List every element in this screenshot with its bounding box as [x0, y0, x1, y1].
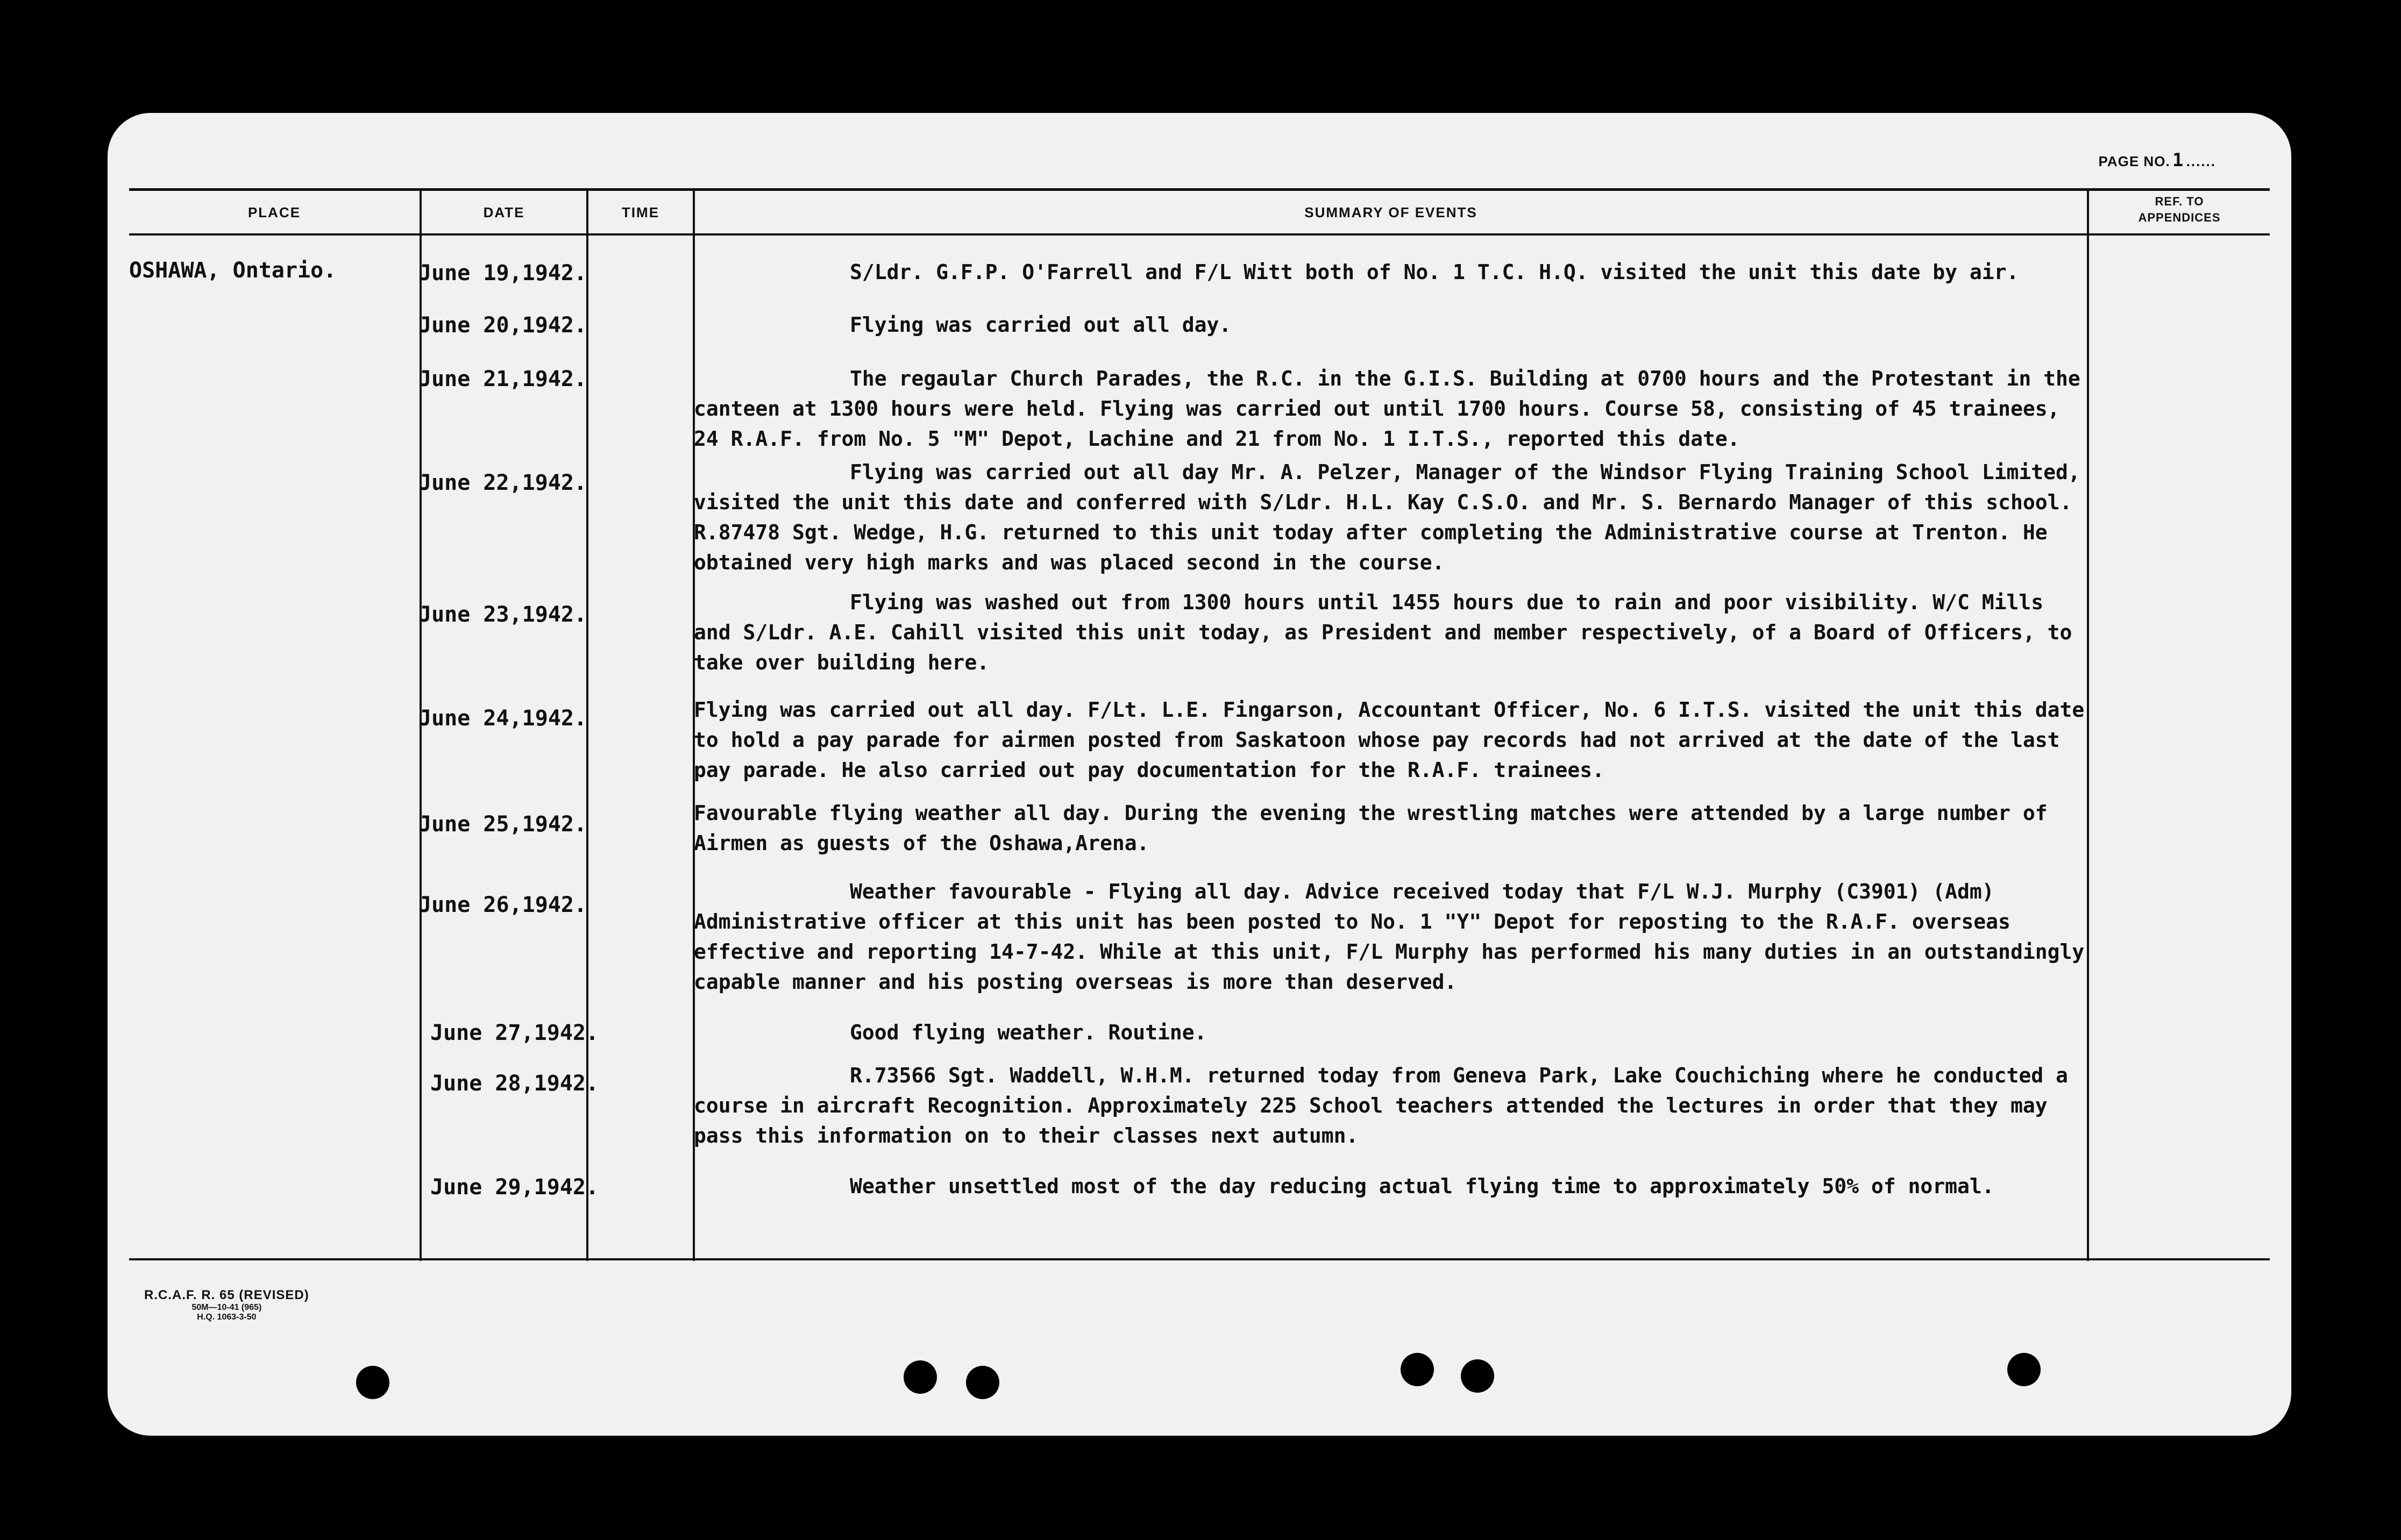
binder-hole: [966, 1366, 999, 1399]
page-number: [2098, 149, 2216, 171]
form-code-line1: R.C.A.F. R. 65 (REVISED): [144, 1288, 309, 1302]
page-number-label: PAGE NO.: [2098, 153, 2170, 169]
column-header-time: TIME: [621, 204, 660, 220]
binder-hole: [904, 1360, 937, 1394]
header-rule: [129, 233, 2270, 236]
diary-sheet: [108, 113, 2291, 1436]
entry-date: June 19,1942.: [418, 261, 587, 286]
entry-text: S/Ldr. G.F.P. O'Farrell and F/L Witt both of No. 1 T.C. H.Q. visited the unit this date by air.: [850, 260, 2019, 284]
entry-text: R.73566 Sgt. Waddell, W.H.M. returned today from Geneva Park, Lake Couchiching where he conducted a course in aircraft Recognition. Approximately 225 School teachers attended the lectures in order that they may pass this information on to their classes next autumn.: [694, 1064, 2068, 1147]
binder-hole: [356, 1366, 389, 1399]
column-header-ref-line1: REF. TO: [2155, 195, 2204, 208]
form-code-line3: H.Q. 1063-3-50: [197, 1313, 257, 1322]
column-header-place: PLACE: [247, 204, 301, 220]
entry-date: June 24,1942.: [418, 706, 587, 731]
entry-text: Favourable flying weather all day. During the evening the wrestling matches were attended by a large number of Airmen as guests of the Oshawa,Arena.: [694, 801, 2048, 855]
entry-text: Flying was washed out from 1300 hours until 1455 hours due to rain and poor visibility. W/C Mills and S/Ldr. A.E. Cahill visited this unit today, as President and member respectively, of a Board of Officers, to take over building here.: [694, 590, 2072, 674]
entry-text: Flying was carried out all day. F/Lt. L.E. Fingarson, Accountant Officer, No. 6 I.T.S. visited the unit this date to hold a pay parade for airmen posted from Saskatoon whose pay records had not arrived at the date of the last pay parade. He also carried out pay documentation for the R.A.F. trainees.: [694, 698, 2085, 782]
page-number-value: 1: [2172, 149, 2184, 171]
entry-date: June 29,1942.: [430, 1175, 599, 1200]
entry-date: June 20,1942.: [418, 313, 587, 338]
column-divider-summary-ref: [2087, 188, 2089, 1261]
entry-text: The regaular Church Parades, the R.C. in the G.I.S. Building at 0700 hours and the Protestant in the canteen at 1300 hours were held. Flying was carried out until 1700 hours. Course 58, consisting of 45 trainees, 24 R.A.F. from No. 5 "M" Depot, Lachine and 21 from No. 1 I.T.S., reported this date.: [694, 367, 2080, 451]
entry-date: June 21,1942.: [418, 367, 587, 391]
entry-date: June 27,1942.: [430, 1021, 599, 1045]
entry-date: June 22,1942.: [418, 470, 587, 495]
form-code: [144, 1288, 309, 1322]
entry-text: Weather unsettled most of the day reducing actual flying time to approximately 50% of normal.: [850, 1174, 1994, 1198]
entry-text: Flying was carried out all day.: [850, 313, 1232, 337]
binder-hole: [2007, 1353, 2041, 1386]
entry-text: Good flying weather. Routine.: [850, 1021, 1207, 1044]
entry-text: Flying was carried out all day Mr. A. Pelzer, Manager of the Windsor Flying Training School Limited, visited the unit this date and conferred with S/Ldr. H.L. Kay C.S.O. and Mr. S. Bernardo Manager of this school. R.87478 Sgt. Wedge, H.G. returned to this unit today after completing the Administrative course at Trenton. He obtained very high marks and was placed second in the course.: [694, 460, 2080, 574]
entry-date: June 28,1942.: [430, 1071, 599, 1096]
entry-date: June 23,1942.: [418, 602, 587, 627]
bottom-rule: [129, 1258, 2270, 1260]
entry-date: June 25,1942.: [418, 812, 587, 837]
entry-date: June 26,1942.: [418, 893, 587, 917]
column-header-ref: [2089, 194, 2270, 226]
entry-text: Weather favourable - Flying all day. Advice received today that F/L W.J. Murphy (C3901) (Adm) Administrative officer at this unit has been posted to No. 1 "Y" Depot for reposting to the R.A.F. overseas effective and reporting 14-7-42. While at this unit, F/L Murphy has performed his many duties in an outstandingly capable manner and his posting overseas is more than deserved.: [694, 880, 2085, 994]
page-number-dots: ......: [2186, 153, 2216, 169]
form-code-line2: 50M—10-41 (965): [191, 1303, 262, 1312]
top-rule: [129, 188, 2270, 191]
column-header-ref-line2: APPENDICES: [2138, 211, 2221, 224]
place-entry: OSHAWA, Ontario.: [129, 258, 337, 283]
column-header-summary: SUMMARY OF EVENTS: [1304, 204, 1477, 220]
binder-hole: [1401, 1353, 1434, 1386]
column-header-date: DATE: [483, 204, 525, 220]
binder-hole: [1461, 1359, 1494, 1393]
